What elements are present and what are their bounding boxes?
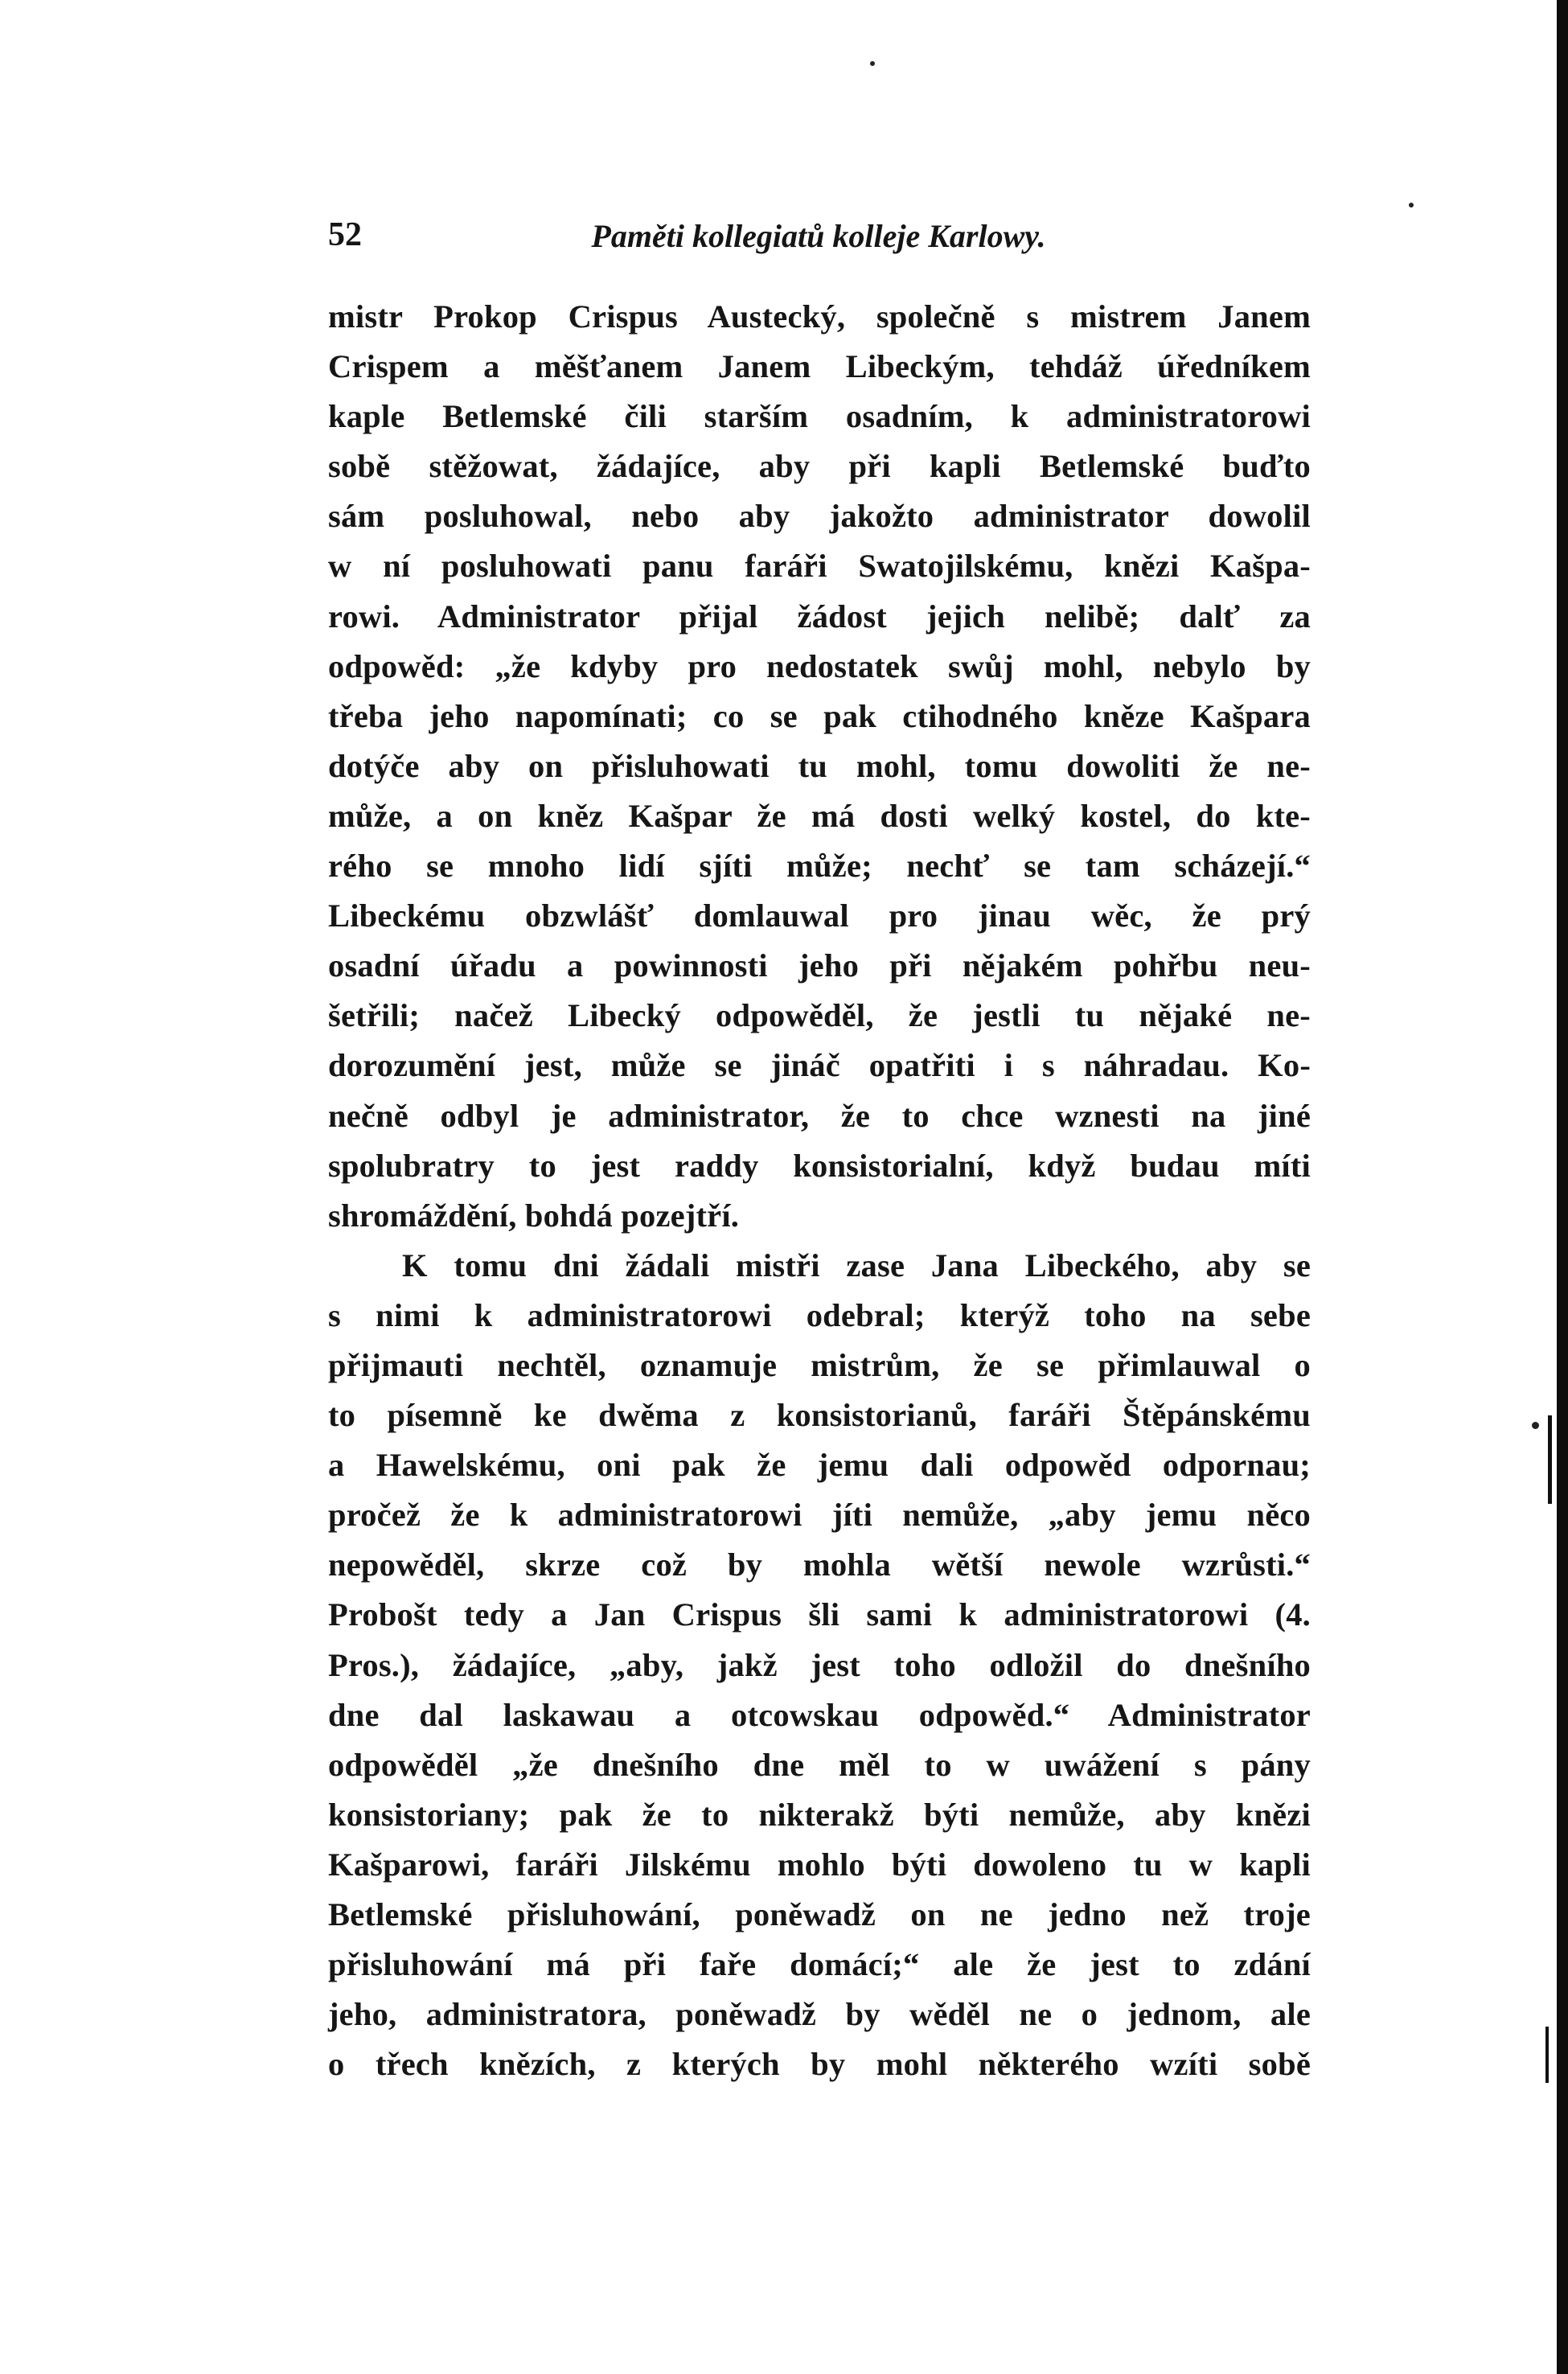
running-title: Paměti kollegiatů kolleje Karlowy.: [591, 218, 1046, 254]
text-line: Crispem a měšťanem Janem Libeckým, tehdáž úředníkem: [328, 348, 1311, 385]
text-line: nečně odbyl je administrator, že to chce wznesti na jiné: [328, 1097, 1311, 1134]
text-line: osadní úřadu a powinnosti jeho při nějakém pohřbu neu-: [328, 947, 1311, 984]
text-line: s nimi k administratorowi odebral; kterýž toho na sebe: [328, 1296, 1311, 1333]
text-line: to písemně ke dwěma z konsistorianů, faráři Štěpánskému: [328, 1397, 1311, 1434]
text-line: a Hawelskému, oni pak že jemu dali odpowěd odpornau;: [328, 1447, 1311, 1484]
text-line: mistr Prokop Crispus Austecký, společně s mistrem Janem: [328, 298, 1311, 335]
page-edge: [1557, 0, 1568, 2374]
text-line: dne dal laskawau a otcowskau odpowěd.“ Administrator: [328, 1696, 1311, 1733]
scan-speck: [1409, 203, 1414, 207]
text-line: odpowěděl „že dnešního dne měl to w uwážení s pány: [328, 1746, 1311, 1783]
text-line: přijmauti nechtěl, oznamuje mistrům, že se přimlauwal o: [328, 1346, 1311, 1383]
text-line: pročež že k administratorowi jíti nemůže, „aby jemu něco: [328, 1497, 1311, 1534]
text-line: nepowěděl, skrze což by mohla wětší newole wzrůsti.“: [328, 1546, 1311, 1583]
scan-speck: [870, 61, 875, 66]
text-line: Kašparowi, faráři Jilskému mohlo býti dowoleno tu w kapli: [328, 1846, 1311, 1883]
text-line: může, a on kněz Kašpar že má dosti welký kostel, do kte-: [328, 797, 1311, 834]
scan-speck: [1532, 1422, 1539, 1429]
text-line: spolubratry to jest raddy konsistorialní, když budau míti: [328, 1147, 1311, 1184]
paragraph-start-line: K tomu dni žádali mistři zase Jana Libeckého, aby se: [402, 1247, 1311, 1284]
paragraph-end-line: shromáždění, bohdá pozejtří.: [328, 1197, 740, 1234]
text-line: rého se mnoho lidí sjíti může; nechť se tam scházejí.“: [328, 848, 1311, 885]
text-line: w ní posluhowati panu faráři Swatojilskému, knězi Kašpa-: [328, 548, 1311, 585]
body-text: [328, 292, 1311, 2089]
text-line: o třech knězích, z kterých by mohl některého wzíti sobě: [328, 2046, 1311, 2083]
scan-mark: [1548, 1415, 1552, 1504]
text-line: odpowěd: „že kdyby pro nedostatek swůj mohl, nebylo by: [328, 647, 1311, 684]
text-line: Libeckému obzwlášť domlauwal pro jinau wěc, že prý: [328, 897, 1311, 934]
text-line: šetřili; načež Libecký odpowěděl, že jestli tu nějaké ne-: [328, 997, 1311, 1034]
text-line: rowi. Administrator přijal žádost jejich nelibě; dalť za: [328, 598, 1311, 635]
text-line: Pros.), žádajíce, „aby, jakž jest toho odložil do dnešního: [328, 1646, 1311, 1683]
text-line: dotýče aby on přisluhowati tu mohl, tomu dowoliti že ne-: [328, 747, 1311, 784]
text-line: jeho, administratora, poněwadž by wěděl ne o jednom, ale: [328, 1996, 1311, 2033]
page-number: 52: [328, 216, 362, 253]
text-line: Probošt tedy a Jan Crispus šli sami k administratorowi (4.: [328, 1596, 1311, 1633]
scan-mark: [1545, 2027, 1549, 2083]
text-line: sám posluhowal, nebo aby jakožto administrator dowolil: [328, 498, 1311, 535]
text-line: Betlemské přisluhowání, poněwadž on ne jedno než troje: [328, 1896, 1311, 1932]
text-line: třeba jeho napomínati; co se pak ctihodného kněze Kašpara: [328, 697, 1311, 734]
text-line: sobě stěžowat, žádajíce, aby při kapli Betlemské buďto: [328, 448, 1311, 485]
text-line: kaple Betlemské čili starším osadním, k administratorowi: [328, 398, 1311, 435]
text-line: konsistoriany; pak že to nikterakž býti nemůže, aby knězi: [328, 1796, 1311, 1833]
text-line: dorozumění jest, může se jináč opatřiti i s náhradau. Ko-: [328, 1047, 1311, 1084]
text-line: přisluhowání má při faře domácí;“ ale že jest to zdání: [328, 1946, 1311, 1983]
